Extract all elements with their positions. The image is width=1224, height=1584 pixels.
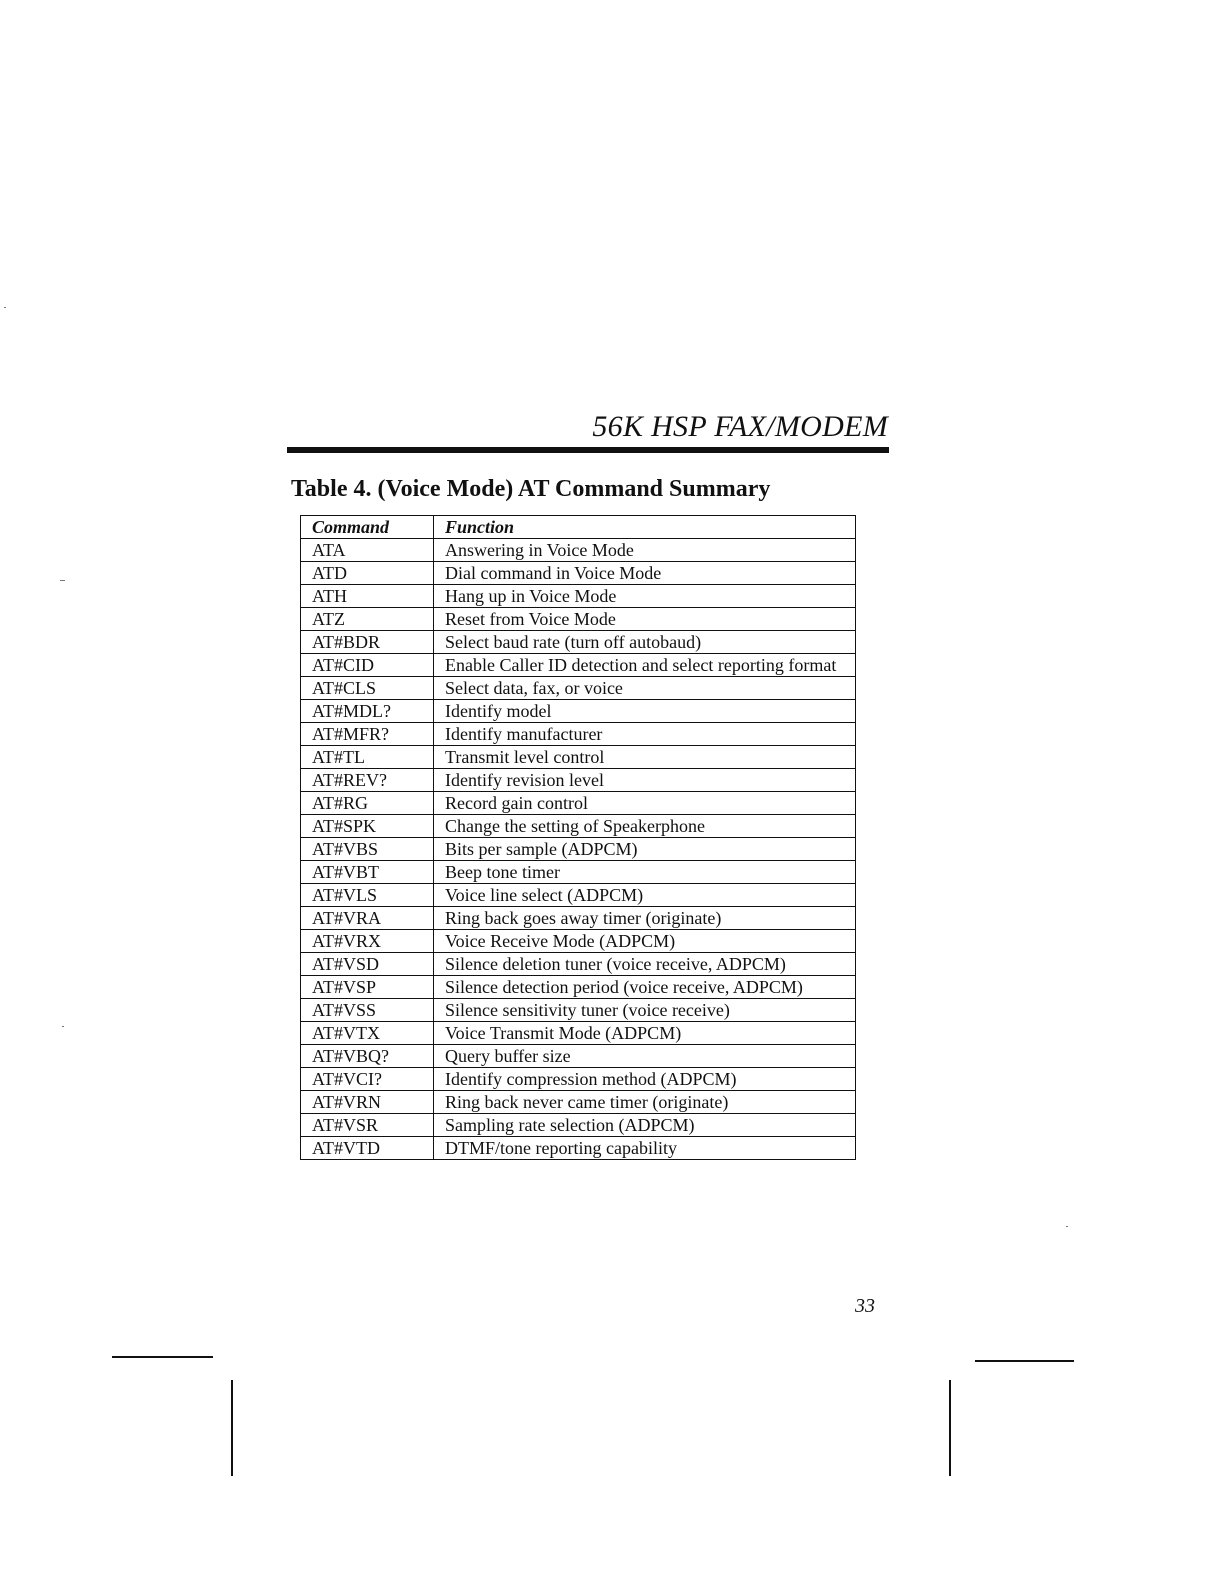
table-row: [301, 815, 856, 838]
command-cell: AT#BDR: [301, 631, 434, 654]
function-cell: Silence detection period (voice receive, ADPCM): [434, 976, 856, 999]
function-cell: Identify revision level: [434, 769, 856, 792]
command-cell: AT#VBS: [301, 838, 434, 861]
table-row: [301, 907, 856, 930]
table-row: [301, 769, 856, 792]
table-row: [301, 1114, 856, 1137]
crop-mark-bottom-right: [975, 1360, 1074, 1362]
page-number: 33: [855, 1295, 875, 1317]
table-row: [301, 976, 856, 999]
command-cell: AT#CLS: [301, 677, 434, 700]
table-row: [301, 999, 856, 1022]
command-cell: AT#VRA: [301, 907, 434, 930]
function-cell: Answering in Voice Mode: [434, 539, 856, 562]
function-cell: Bits per sample (ADPCM): [434, 838, 856, 861]
command-table: [300, 515, 856, 1160]
table-body: [301, 539, 856, 1160]
table-row: [301, 1137, 856, 1160]
function-cell: Identify compression method (ADPCM): [434, 1068, 856, 1091]
command-cell: AT#VTX: [301, 1022, 434, 1045]
table-row: [301, 677, 856, 700]
function-cell: Transmit level control: [434, 746, 856, 769]
column-header-command: Command: [301, 516, 434, 539]
command-cell: ATZ: [301, 608, 434, 631]
table-row: [301, 1022, 856, 1045]
function-cell: Voice line select (ADPCM): [434, 884, 856, 907]
table-row: [301, 585, 856, 608]
command-cell: AT#VSR: [301, 1114, 434, 1137]
table-row: [301, 861, 856, 884]
table-row: [301, 884, 856, 907]
command-cell: AT#VBT: [301, 861, 434, 884]
table-row: [301, 654, 856, 677]
table-row: [301, 631, 856, 654]
command-cell: AT#RG: [301, 792, 434, 815]
command-cell: AT#MDL?: [301, 700, 434, 723]
command-cell: AT#VTD: [301, 1137, 434, 1160]
command-cell: AT#REV?: [301, 769, 434, 792]
function-cell: Silence deletion tuner (voice receive, ADPCM): [434, 953, 856, 976]
function-cell: Dial command in Voice Mode: [434, 562, 856, 585]
column-header-function: Function: [434, 516, 856, 539]
table-row: [301, 838, 856, 861]
function-cell: Select baud rate (turn off autobaud): [434, 631, 856, 654]
table-row: [301, 1091, 856, 1114]
command-cell: ATA: [301, 539, 434, 562]
command-cell: ATD: [301, 562, 434, 585]
function-cell: Ring back never came timer (originate): [434, 1091, 856, 1114]
crop-mark-bottom-left: [112, 1356, 213, 1358]
header-rule: [287, 447, 889, 453]
command-cell: AT#VLS: [301, 884, 434, 907]
trim-mark-right: [949, 1380, 951, 1476]
function-cell: Sampling rate selection (ADPCM): [434, 1114, 856, 1137]
function-cell: Enable Caller ID detection and select reporting format: [434, 654, 856, 677]
function-cell: Select data, fax, or voice: [434, 677, 856, 700]
function-cell: Ring back goes away timer (originate): [434, 907, 856, 930]
function-cell: Record gain control: [434, 792, 856, 815]
function-cell: Query buffer size: [434, 1045, 856, 1068]
table-row: [301, 562, 856, 585]
table-row: [301, 1068, 856, 1091]
table-row: [301, 792, 856, 815]
table-row: [301, 539, 856, 562]
function-cell: Change the setting of Speakerphone: [434, 815, 856, 838]
table-row: [301, 1045, 856, 1068]
command-cell: AT#TL: [301, 746, 434, 769]
function-cell: Voice Transmit Mode (ADPCM): [434, 1022, 856, 1045]
table-row: [301, 746, 856, 769]
command-cell: ATH: [301, 585, 434, 608]
function-cell: DTMF/tone reporting capability: [434, 1137, 856, 1160]
command-cell: AT#VSD: [301, 953, 434, 976]
function-cell: Beep tone timer: [434, 861, 856, 884]
scan-speck: [1066, 1226, 1068, 1227]
table-row: [301, 723, 856, 746]
function-cell: Silence sensitivity tuner (voice receive): [434, 999, 856, 1022]
table-caption: Table 4. (Voice Mode) AT Command Summary: [291, 476, 771, 502]
function-cell: Voice Receive Mode (ADPCM): [434, 930, 856, 953]
command-cell: AT#VRN: [301, 1091, 434, 1114]
function-cell: Identify manufacturer: [434, 723, 856, 746]
table-row: [301, 700, 856, 723]
scan-speck: [4, 307, 6, 308]
command-cell: AT#CID: [301, 654, 434, 677]
command-cell: AT#VSP: [301, 976, 434, 999]
table-header-row: [301, 516, 856, 539]
command-cell: AT#SPK: [301, 815, 434, 838]
function-cell: Hang up in Voice Mode: [434, 585, 856, 608]
trim-mark-left: [231, 1380, 233, 1476]
table-row: [301, 608, 856, 631]
command-cell: AT#VRX: [301, 930, 434, 953]
table-row: [301, 930, 856, 953]
scan-speck: [60, 580, 65, 581]
command-cell: AT#VSS: [301, 999, 434, 1022]
command-cell: AT#VCI?: [301, 1068, 434, 1091]
scan-speck: [62, 1026, 64, 1027]
command-cell: AT#VBQ?: [301, 1045, 434, 1068]
table-row: [301, 953, 856, 976]
command-cell: AT#MFR?: [301, 723, 434, 746]
running-header-title: 56K HSP FAX/MODEM: [592, 410, 888, 443]
function-cell: Identify model: [434, 700, 856, 723]
function-cell: Reset from Voice Mode: [434, 608, 856, 631]
